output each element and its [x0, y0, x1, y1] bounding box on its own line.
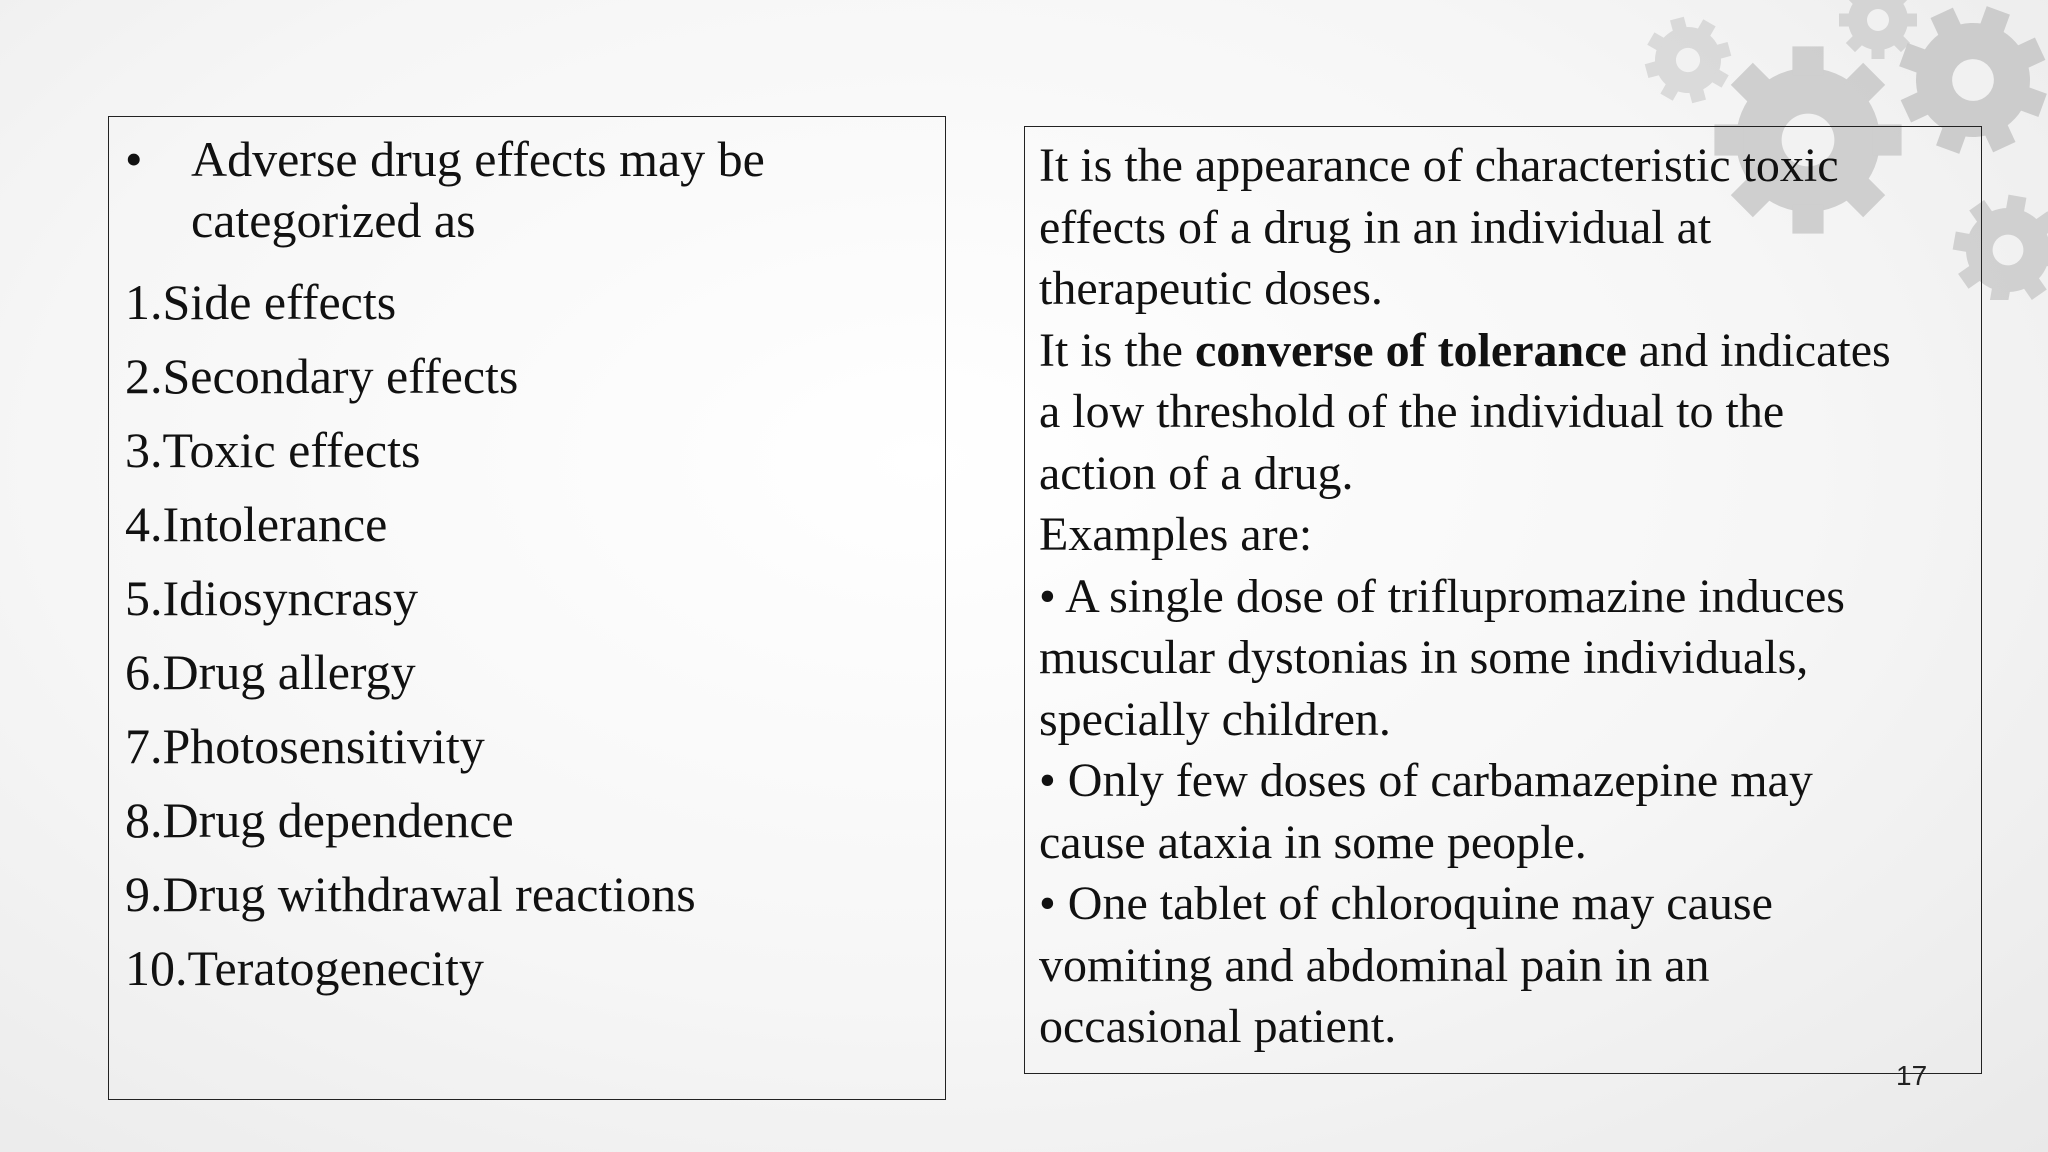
category-item: 2.Secondary effects: [125, 348, 519, 404]
category-item: 7.Photosensitivity: [125, 718, 485, 774]
example-line: vomiting and abdominal pain in an: [1039, 938, 1710, 992]
example-line: specially children.: [1039, 692, 1391, 746]
definition-line: effects of a drug in an individual at: [1039, 200, 1712, 254]
category-item: 9.Drug withdrawal reactions: [125, 866, 696, 922]
example-line: • One tablet of chloroquine may cause: [1039, 877, 1773, 930]
category-item: 1.Side effects: [125, 274, 397, 330]
tolerance-post: and indicates: [1626, 323, 1891, 377]
example-line: • A single dose of triflupromazine induces: [1039, 569, 1845, 623]
definition-line: action of a drug.: [1039, 446, 1354, 500]
category-item: 8.Drug dependence: [125, 792, 514, 848]
definition-line: a low threshold of the individual to the: [1039, 385, 1785, 438]
category-item: 5.Idiosyncrasy: [125, 570, 418, 626]
examples-heading: Examples are:: [1039, 508, 1313, 561]
category-item: 6.Drug allergy: [125, 644, 416, 700]
tolerance-bold: converse of tolerance: [1194, 323, 1627, 377]
category-list: [125, 265, 929, 1005]
page-number: 17: [1896, 1060, 1928, 1091]
definition-line: It is the appearance of characteristic toxic: [1039, 139, 1839, 192]
intro-line: categorized as: [191, 192, 476, 248]
tolerance-pre: It is the: [1039, 323, 1195, 377]
example-line: cause ataxia in some people.: [1039, 815, 1587, 869]
category-item: 3.Toxic effects: [125, 422, 421, 478]
bullet-marker: •: [125, 131, 143, 187]
intro-line: Adverse drug effects may be: [191, 131, 765, 187]
categories-panel: [108, 116, 946, 1100]
category-item: 4.Intolerance: [125, 496, 388, 552]
example-line: • Only few doses of carbamazepine may: [1039, 754, 1813, 807]
example-line: occasional patient.: [1039, 1000, 1397, 1053]
example-line: muscular dystonias in some individuals,: [1039, 631, 1809, 684]
category-item: 10.Teratogenecity: [125, 940, 484, 996]
tolerance-line: [1039, 320, 1969, 382]
intro-bullet-item: [125, 129, 929, 251]
definition-panel: [1024, 126, 1982, 1074]
definition-line: therapeutic doses.: [1039, 262, 1383, 315]
